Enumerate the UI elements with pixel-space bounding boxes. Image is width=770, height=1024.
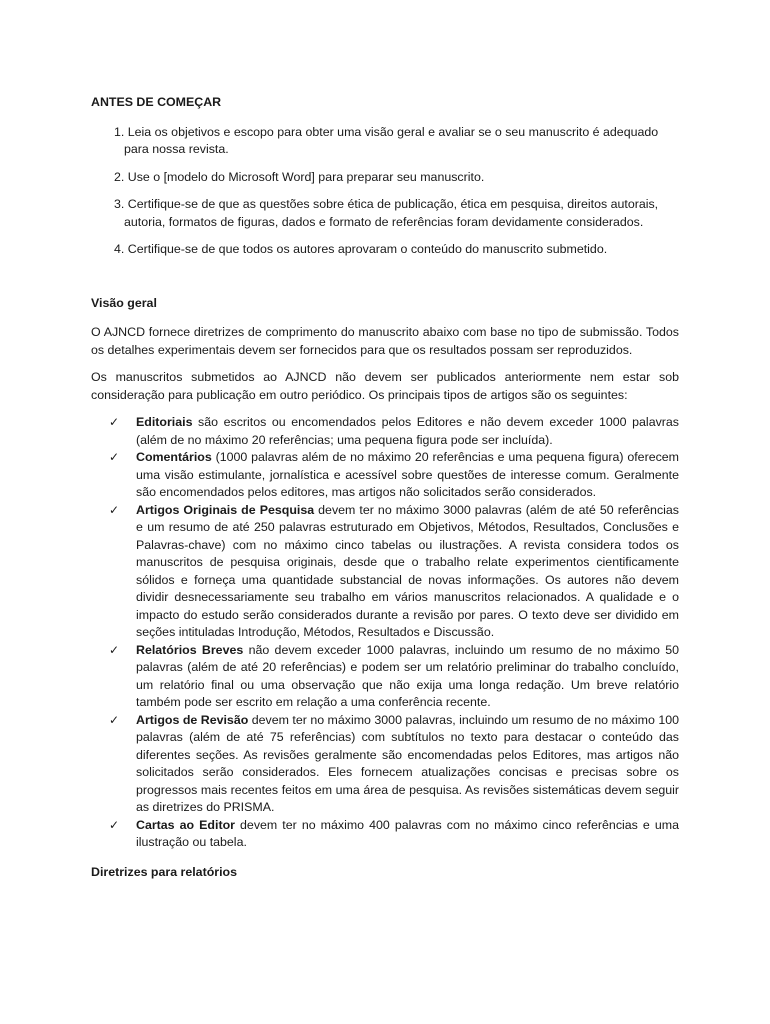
- check-mark-icon: ✓: [109, 712, 120, 727]
- document-page: [91, 94, 679, 881]
- article-type-text: não devem exceder 1000 palavras, incluindo um resumo de no máximo 50 palavras (além de até 20 referências) e podem ser um relatório preliminar do trabalho concluído, um relatório final ou uma observação que não exija uma longa redação. Um breve relatório também pode ser escrito em relação a uma conferência recente.: [136, 642, 679, 709]
- article-type-item: [91, 414, 679, 449]
- article-type-item: [91, 502, 679, 642]
- check-mark-icon: ✓: [109, 642, 120, 657]
- article-type-text: (1000 palavras além de no máximo 20 referências e uma pequena figura) oferecem uma visão estimulante, jornalística e acessível sobre questões de interesse comum. Geralmente são encomendados pelos editores, mas artigos não solicitados serão considerados.: [136, 450, 679, 499]
- article-type-name: Cartas ao Editor: [136, 817, 235, 832]
- article-type-text: devem ter no máximo 400 palavras com no máximo cinco referências e uma ilustração ou tabela.: [136, 817, 679, 849]
- article-types-list: [91, 414, 679, 852]
- step-item: 3. Certifique-se de que as questões sobre ética de publicação, ética em pesquisa, direitos autorais, autoria, formatos de figuras, dados e formato de referências foram devidamente considerados.: [114, 197, 659, 229]
- step-item: 1. Leia os objetivos e escopo para obter uma visão geral e avaliar se o seu manuscrito é adequado para nossa revista.: [114, 124, 659, 156]
- article-type-item: [91, 712, 679, 817]
- step-item: 2. Use o [modelo do Microsoft Word] para preparar seu manuscrito.: [114, 169, 485, 184]
- overview-paragraph: O AJNCD fornece diretrizes de comprimento do manuscrito abaixo com base no tipo de submissão. Todos os detalhes experimentais devem ser fornecidos para que os resultados possam ser reproduzidos.: [91, 325, 679, 357]
- article-type-text: são escritos ou encomendados pelos Editores e não devem exceder 1000 palavras (além de no máximo 20 referências; uma pequena figura pode ser incluída).: [136, 415, 679, 447]
- steps-list: [91, 124, 679, 259]
- section-title-reports: Diretrizes para relatórios: [91, 864, 237, 879]
- section-title-before: ANTES DE COMEÇAR: [91, 95, 222, 109]
- check-mark-icon: ✓: [109, 502, 120, 517]
- overview-paragraph: Os manuscritos submetidos ao AJNCD não devem ser publicados anteriormente nem estar sob consideração para publicação em outro periódico. Os principais tipos de artigos são os seguintes:: [91, 370, 679, 402]
- article-type-name: Artigos de Revisão: [136, 712, 249, 727]
- article-type-text: devem ter no máximo 3000 palavras, incluindo um resumo de no máximo 100 palavras (além de até 75 referências) com subtítulos no texto para destacar o conteúdo das diferentes seções. As revisões geralmente são encomendadas pelos Editores, mas artigos não solicitados serão considerados. Eles fornecem atualizações concisas e precisas sobre os progressos mais recentes feitos em uma área de pesquisa. As revisões sistemáticas devem seguir as diretrizes do PRISMA.: [136, 712, 679, 814]
- step-item: 4. Certifique-se de que todos os autores aprovaram o conteúdo do manuscrito submetido.: [114, 242, 608, 256]
- check-mark-icon: ✓: [109, 450, 120, 464]
- article-type-name: Artigos Originais de Pesquisa: [136, 502, 315, 517]
- article-type-text: devem ter no máximo 3000 palavras (além de até 50 referências e um resumo de até 250 palavras estruturado em Objetivos, Métodos, Resultados, Conclusões e Palavras-chave) com no máximo cinco tabelas ou ilustrações. A revista considera todos os manuscritos de pesquisa originais, desde que o trabalho relate experimentos cientificamente sólidos e forneça uma quantidade substancial de novas informações. Os autores não devem dividir desnecessariamente seu trabalho em vários manuscritos relacionados. A qualidade e o impacto do estudo serão considerados durante a revisão por pares. O texto deve ser dividido em seções intituladas Introdução, Métodos, Resultados e Discussão.: [136, 502, 679, 639]
- article-type-name: Editoriais: [136, 415, 193, 429]
- article-type-item: [91, 817, 679, 852]
- article-type-name: Comentários: [136, 450, 212, 464]
- article-type-item: [91, 449, 679, 502]
- check-mark-icon: ✓: [109, 415, 120, 429]
- check-mark-icon: ✓: [109, 817, 120, 832]
- article-type-item: [91, 642, 679, 712]
- section-title-overview: Visão geral: [91, 295, 157, 310]
- article-type-name: Relatórios Breves: [136, 642, 244, 657]
